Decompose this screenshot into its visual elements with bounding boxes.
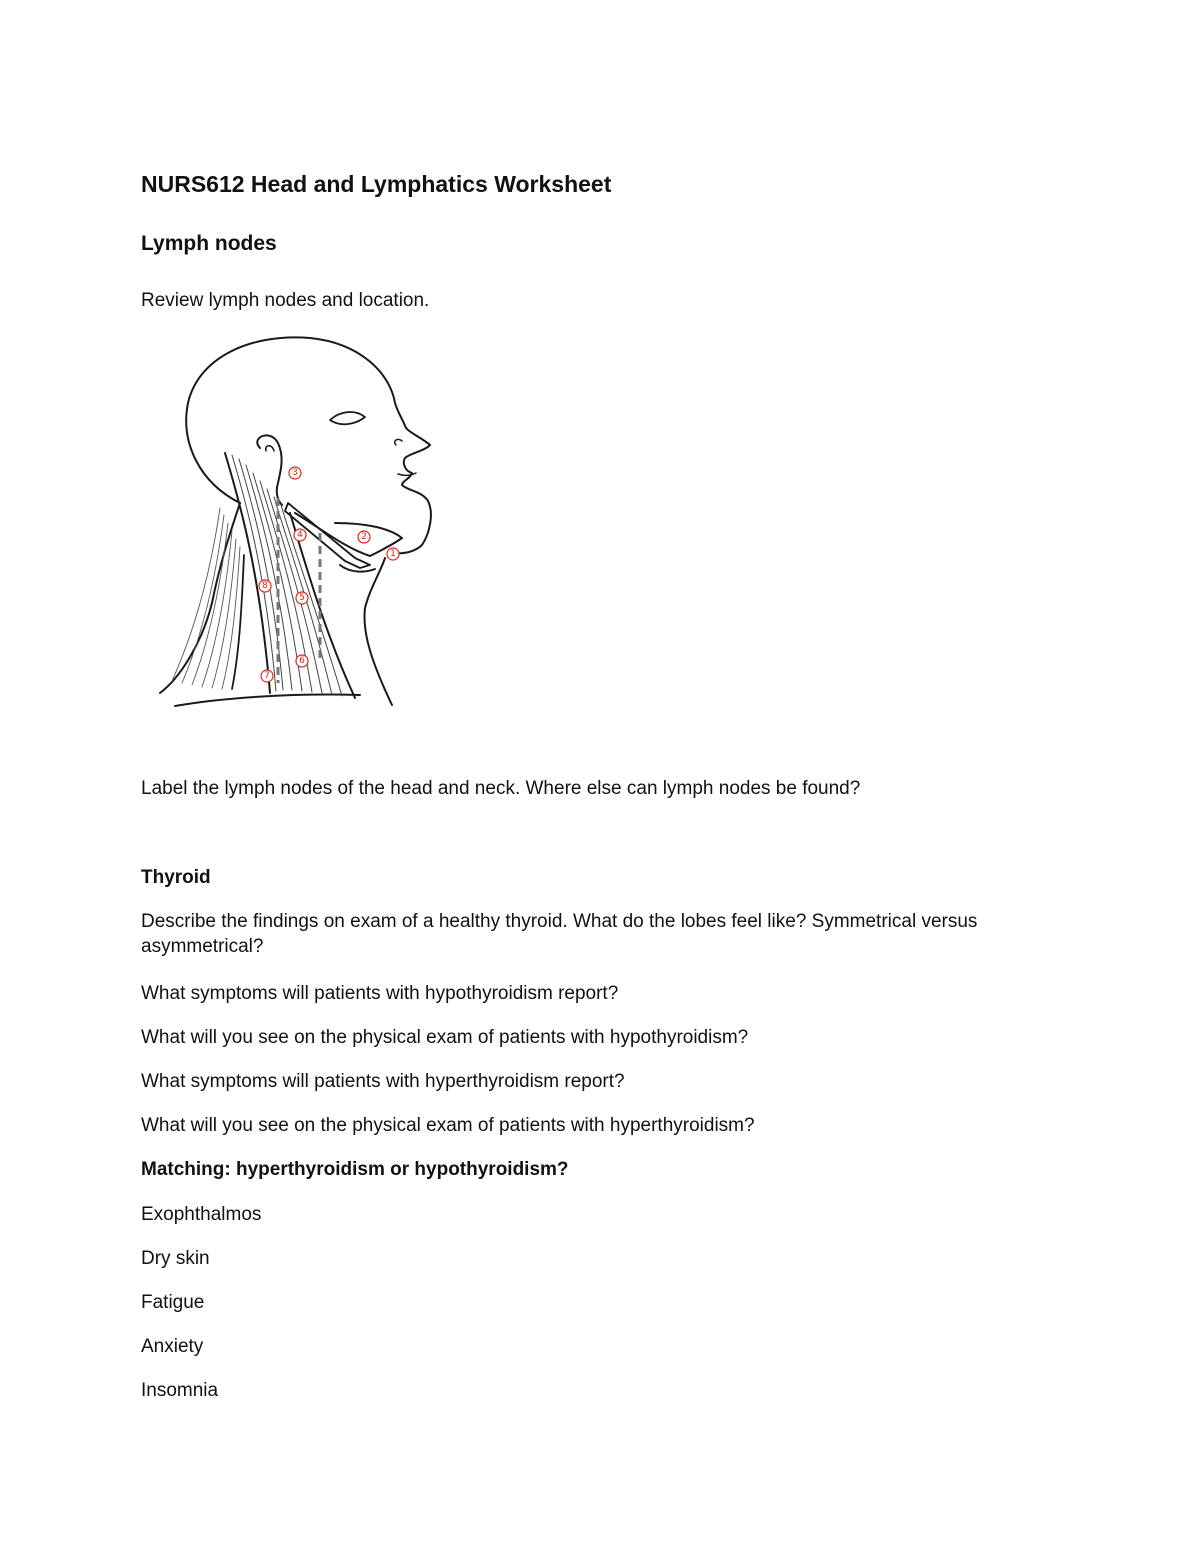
lymph-node-marker-8: [259, 580, 271, 592]
section-heading-thyroid: Thyroid: [141, 867, 211, 888]
hyperthyroidism-symptoms-question: What symptoms will patients with hyperthyroidism report?: [141, 1071, 625, 1092]
lymph-node-marker-4: [294, 529, 306, 541]
lymph-node-marker-2: [358, 531, 370, 543]
svg-text:4: 4: [297, 530, 303, 540]
trapezius-muscle: [172, 508, 244, 689]
matching-item-insomnia: Insomnia: [141, 1380, 219, 1401]
svg-text:6: 6: [299, 656, 305, 666]
head-neck-illustration: [140, 333, 450, 713]
matching-item-fatigue: Fatigue: [141, 1292, 205, 1313]
svg-text:5: 5: [299, 593, 305, 603]
hypothyroidism-exam-question: What will you see on the physical exam of patients with hypothyroidism?: [141, 1027, 749, 1048]
neck-front-outline: [364, 558, 392, 705]
matching-item-exophthalmos: Exophthalmos: [141, 1204, 262, 1225]
section-heading-lymph-nodes: Lymph nodes: [141, 232, 277, 255]
eye: [330, 412, 365, 424]
lymph-node-marker-6: [296, 655, 308, 667]
lymph-node-diagram: [140, 333, 450, 713]
hypothyroidism-symptoms-question: What symptoms will patients with hypothyroidism report?: [141, 983, 619, 1004]
submandibular-triangle: [295, 513, 402, 556]
matching-heading: Matching: hyperthyroidism or hypothyroidism?: [141, 1159, 569, 1180]
svg-text:3: 3: [292, 468, 298, 478]
lymph-node-marker-5: [296, 592, 308, 604]
shoulder-outline: [175, 695, 360, 706]
sternocleidomastoid-muscle: [225, 453, 355, 698]
svg-text:2: 2: [361, 532, 367, 542]
neck-back-outline: [160, 503, 240, 693]
label-prompt: Label the lymph nodes of the head and neck. Where else can lymph nodes be found?: [141, 778, 861, 799]
svg-text:1: 1: [390, 549, 396, 559]
page-title: NURS612 Head and Lymphatics Worksheet: [141, 171, 612, 197]
svg-text:7: 7: [264, 671, 270, 681]
hyperthyroidism-exam-question: What will you see on the physical exam of patients with hyperthyroidism?: [141, 1115, 755, 1136]
svg-text:8: 8: [262, 581, 268, 591]
matching-item-dry-skin: Dry skin: [141, 1248, 210, 1269]
lymph-node-marker-1: [387, 548, 399, 560]
matching-item-anxiety: Anxiety: [141, 1336, 204, 1357]
lymph-node-marker-3: [289, 467, 301, 479]
lymph-node-marker-7: [261, 670, 273, 682]
thyroid-exam-question: Describe the findings on exam of a healthy thyroid. What do the lobes feel like? Symmetrical versus asymmetrical?: [141, 911, 978, 957]
intro-text: Review lymph nodes and location.: [141, 290, 430, 311]
